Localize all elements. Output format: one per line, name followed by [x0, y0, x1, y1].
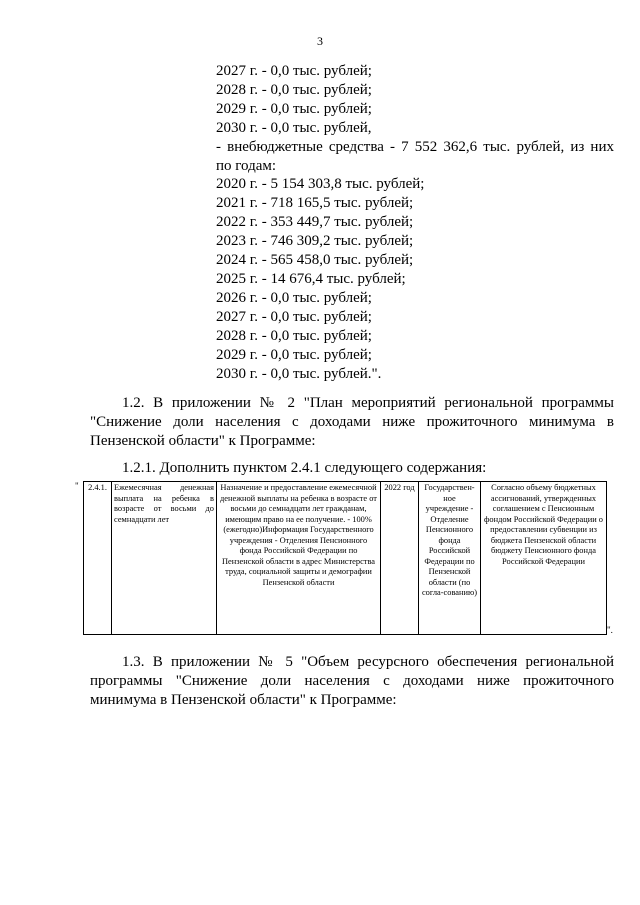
page-number: 3	[317, 34, 323, 48]
paragraph-1-2: 1.2. В приложении № 2 "План мероприятий региональной программы "Снижение доли населения с доходами ниже прожиточного минимума в Пензенской области" к Программе:	[90, 395, 614, 449]
table-open-quote: "	[75, 481, 79, 491]
extrabudget-line: 2029 г. - 0,0 тыс. рублей;	[216, 346, 372, 363]
extrabudget-line: 2028 г. - 0,0 тыс. рублей;	[216, 327, 372, 344]
paragraph-1-3: 1.3. В приложении № 5 "Объем ресурсного обеспечения региональной программы "Снижение доли населения с доходами ниже прожиточного минимума в Пензенской области" к Программе:	[90, 654, 614, 708]
budget-line: 2029 г. - 0,0 тыс. рублей;	[216, 100, 372, 117]
extrabudget-line: 2022 г. - 353 449,7 тыс. рублей;	[216, 214, 414, 231]
extrabudget-line: 2023 г. - 746 309,2 тыс. рублей;	[216, 233, 414, 250]
cell-year: 2022 год	[381, 482, 419, 635]
cell-number: 2.4.1.	[84, 482, 112, 635]
table-close-quote: ".	[607, 625, 613, 635]
extrabudget-intro: - внебюджетные средства - 7 552 362,6 тыс. рублей, из них	[216, 138, 614, 155]
paragraph-1-2-1: 1.2.1. Дополнить пунктом 2.4.1 следующего содержания:	[122, 460, 487, 476]
extrabudget-line: 2024 г. - 565 458,0 тыс. рублей;	[216, 252, 414, 269]
budget-list	[216, 62, 614, 383]
cell-executor: Государствен-ное учреждение - Отделение Пенсионного фонда Российской Федерации по Пензенской области (по согла-сованию)	[419, 482, 481, 635]
cell-description: Назначение и предоставление ежемесячной денежной выплаты на ребенка в возрасте от восьми до семнадцати лет гражданам, имеющим право на ее получение. - 100% (ежегодно)Информация Государственного учреждения - Отделения Пенсионного фонда Российской Федерации по Пензенской области в адрес Министерства труда, социальной защиты и демографии Пензенской области	[217, 482, 381, 635]
cell-funding: Согласно объему бюджетных ассигнований, утвержденных соглашением с Пенсионным фондом Российской Федерации о предоставлении субвенции из бюджета Пензенской области бюджету Пенсионного фонда Российской Федерации	[481, 482, 607, 635]
extrabudget-line: 2020 г. - 5 154 303,8 тыс. рублей;	[216, 176, 425, 193]
extrabudget-line: 2030 г. - 0,0 тыс. рублей.".	[216, 365, 382, 382]
extrabudget-line: 2021 г. - 718 165,5 тыс. рублей;	[216, 195, 414, 212]
extrabudget-line: 2025 г. - 14 676,4 тыс. рублей;	[216, 270, 406, 287]
table-row	[84, 482, 607, 635]
extrabudget-line: 2026 г. - 0,0 тыс. рублей;	[216, 289, 372, 306]
budget-line: 2027 г. - 0,0 тыс. рублей;	[216, 63, 372, 79]
extrabudget-intro-cont: по годам:	[216, 157, 277, 174]
budget-line: 2028 г. - 0,0 тыс. рублей;	[216, 81, 372, 98]
program-table	[83, 481, 607, 635]
budget-line: 2030 г. - 0,0 тыс. рублей,	[216, 119, 372, 136]
extrabudget-line: 2027 г. - 0,0 тыс. рублей;	[216, 308, 372, 325]
cell-measure-name: Ежемесячная денежная выплата на ребенка в возрасте от восьми до семнадцати лет	[112, 482, 217, 635]
